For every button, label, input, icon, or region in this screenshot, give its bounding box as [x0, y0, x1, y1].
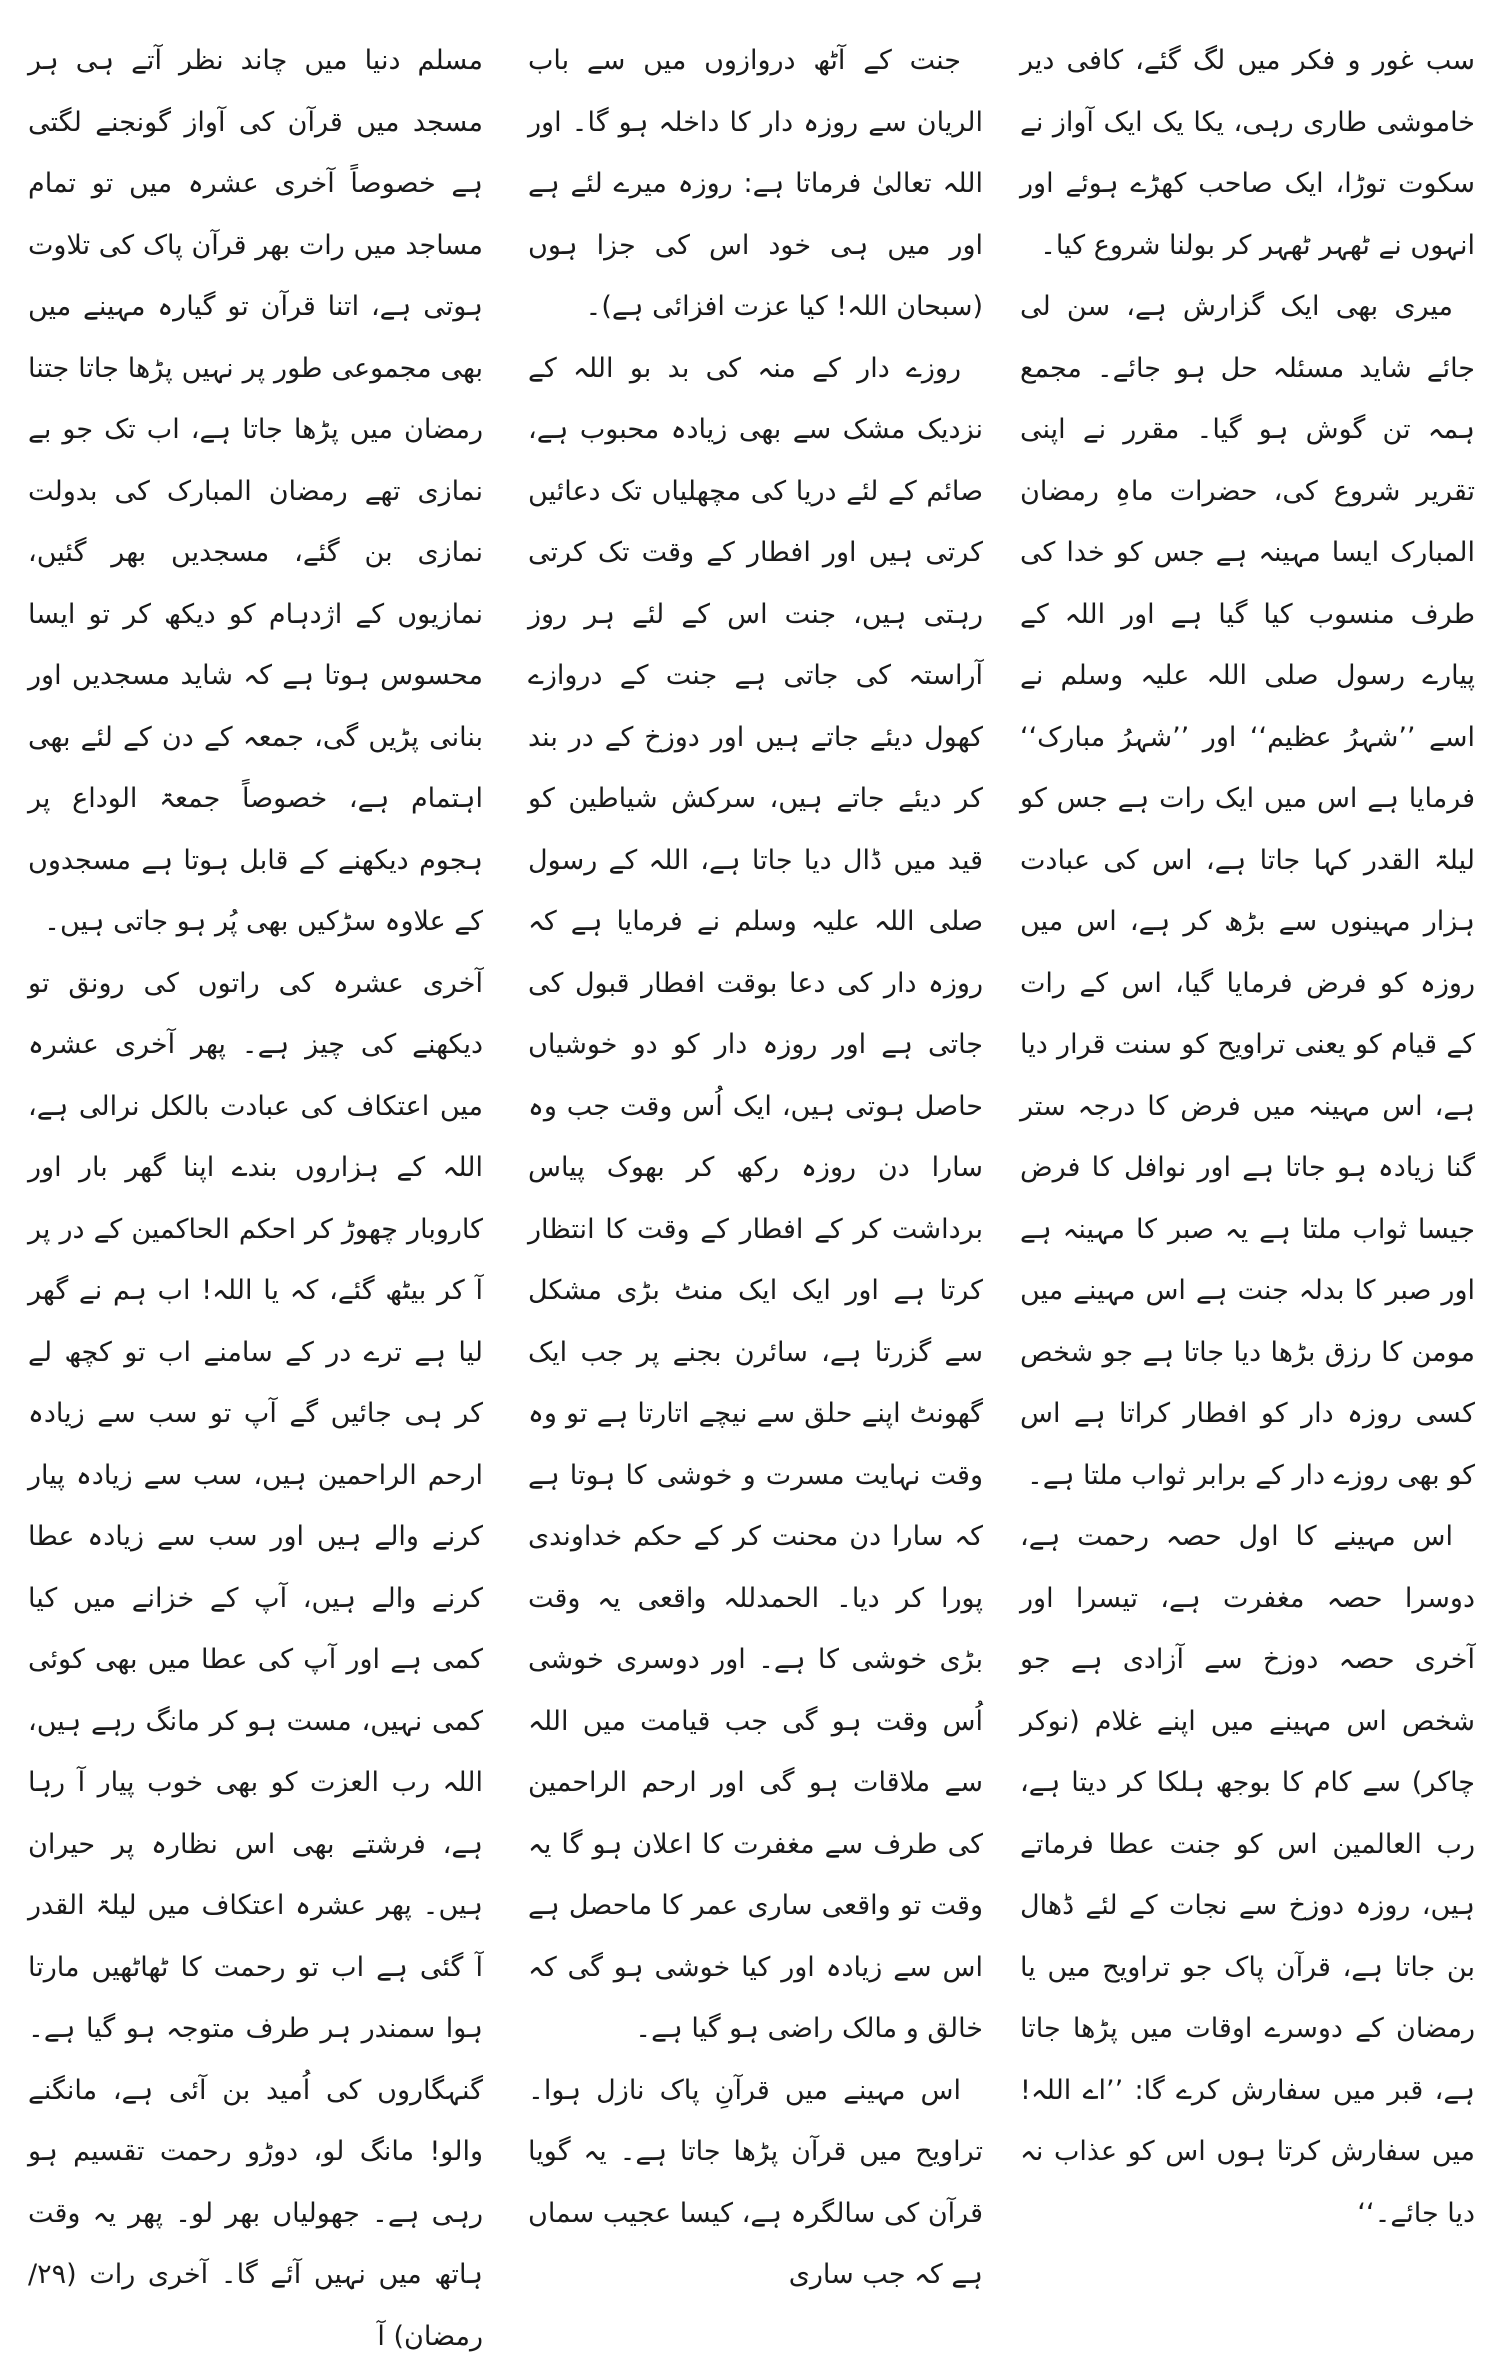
paragraph: میری بھی ایک گزارش ہے، سن لی جائے شاید مسئلہ حل ہو جائے۔ مجمع ہمہ تن گوش ہو گیا۔ مقرر نے اپنی تقریر شروع کی، حضرات ماہِ رمضان المبارک ایسا مہینہ ہے جس کو خدا کی طرف منسوب کیا گیا ہے اور اللہ کے پیارے رسول صلی اللہ علیہ وسلم نے اسے ’’شہرُ عظیم‘‘ اور ’’شہرُ مبارک‘‘ فرمایا ہے اس میں ایک رات ہے جس کو لیلۃ القدر کہا جاتا ہے، اس کی عبادت ہزار مہینوں سے بڑھ کر ہے، اس میں روزہ کو فرض فرمایا گیا، اس کے رات کے قیام کو یعنی تراویح کو سنت قرار دیا ہے، اس مہینہ میں فرض کا درجہ ستر گنا زیادہ ہو جاتا ہے اور نوافل کا فرض جیسا ثواب ملتا ہے یہ صبر کا مہینہ ہے اور صبر کا بدلہ جنت ہے اس مہینے میں مومن کا رزق بڑھا دیا جاتا ہے جو شخص کسی روزہ دار کو افطار کراتا ہے اس کو بھی روزے دار کے برابر ثواب ملتا ہے۔ — [1020, 276, 1475, 1506]
paragraph: مسلم دنیا میں چاند نظر آتے ہی ہر مسجد میں قرآن کی آواز گونجنے لگتی ہے خصوصاً آخری عشرہ میں تو تمام مساجد میں رات بھر قرآن پاک کی تلاوت ہوتی ہے، اتنا قرآن تو گیارہ مہینے میں بھی مجموعی طور پر نہیں پڑھا جاتا جتنا رمضان میں پڑھا جاتا ہے، اب تک جو بے نمازی تھے رمضان المبارک کی بدولت نمازی بن گئے، مسجدیں بھر گئیں، نمازیوں کے اژدہام کو دیکھ کر تو ایسا محسوس ہوتا ہے کہ شاید مسجدیں اور بنانی پڑیں گی، جمعہ کے دن کے لئے بھی اہتمام ہے، خصوصاً جمعۃ الوداع پر ہجوم دیکھنے کے قابل ہوتا ہے مسجدوں کے علاوہ سڑکیں بھی پُر ہو جاتی ہیں۔ — [28, 30, 483, 953]
paragraph: اس مہینے میں قرآنِ پاک نازل ہوا۔ تراویح میں قرآن پڑھا جاتا ہے۔ یہ گویا قرآن کی سالگرہ ہے، کیسا عجیب سماں ہے کہ جب ساری — [528, 2060, 983, 2306]
column-right — [1020, 30, 1475, 2180]
paragraph: آخری عشرہ کی راتوں کی رونق تو دیکھنے کی چیز ہے۔ پھر آخری عشرہ میں اعتکاف کی عبادت بالکل نرالی ہے، اللہ کے ہزاروں بندے اپنا گھر بار اور کاروبار چھوڑ کر احکم الحاکمین کے در پر آ کر بیٹھ گئے، کہ یا اللہ! اب ہم نے گھر لیا ہے ترے در کے سامنے اب تو کچھ لے کر ہی جائیں گے آپ تو سب سے زیادہ ارحم الراحمین ہیں، سب سے زیادہ پیار کرنے والے ہیں اور سب سے زیادہ عطا کرنے والے ہیں، آپ کے خزانے میں کیا کمی ہے اور آپ کی عطا میں بھی کوئی کمی نہیں، مست ہو کر مانگ رہے ہیں، اللہ رب العزت کو بھی خوب پیار آ رہا ہے، فرشتے بھی اس نظارہ پر حیران ہیں۔ پھر عشرہ اعتکاف میں لیلۃ القدر آ گئی ہے اب تو رحمت کا ٹھاٹھیں مارتا ہوا سمندر ہر طرف متوجہ ہو گیا ہے۔ گنہگاروں کی اُمید بن آئی ہے، مانگنے والو! مانگ لو، دوڑو رحمت تقسیم ہو رہی ہے۔ جھولیاں بھر لو۔ پھر یہ وقت ہاتھ میں نہیں آئے گا۔ آخری رات (۲۹/رمضان) آ — [28, 953, 483, 2367]
paragraph: روزے دار کے منہ کی بد بو اللہ کے نزدیک مشک سے بھی زیادہ محبوب ہے، صائم کے لئے دریا کی مچھلیاں تک دعائیں کرتی ہیں اور افطار کے وقت تک کرتی رہتی ہیں، جنت اس کے لئے ہر روز آراستہ کی جاتی ہے جنت کے دروازے کھول دیئے جاتے ہیں اور دوزخ کے در بند کر دیئے جاتے ہیں، سرکش شیاطین کو قید میں ڈال دیا جاتا ہے، اللہ کے رسول صلی اللہ علیہ وسلم نے فرمایا ہے کہ روزہ دار کی دعا بوقت افطار قبول کی جاتی ہے اور روزہ دار کو دو خوشیاں حاصل ہوتی ہیں، ایک اُس وقت جب وہ سارا دن روزہ رکھ کر بھوک پیاس برداشت کر کے افطار کے وقت کا انتظار کرتا ہے اور ایک ایک منٹ بڑی مشکل سے گزرتا ہے، سائرن بجنے پر جب ایک گھونٹ اپنے حلق سے نیچے اتارتا ہے تو وہ وقت نہایت مسرت و خوشی کا ہوتا ہے کہ سارا دن محنت کر کے حکم خداوندی پورا کر دیا۔ الحمدللہ واقعی یہ وقت بڑی خوشی کا ہے۔ اور دوسری خوشی اُس وقت ہو گی جب قیامت میں اللہ سے ملاقات ہو گی اور ارحم الراحمین کی طرف سے مغفرت کا اعلان ہو گا یہ وقت تو واقعی ساری عمر کا ماحصل ہے اس سے زیادہ اور کیا خوشی ہو گی کہ خالق و مالک راضی ہو گیا ہے۔ — [528, 338, 983, 2060]
column-left — [28, 30, 483, 2180]
paragraph: جنت کے آٹھ دروازوں میں سے باب الریان سے روزہ دار کا داخلہ ہو گا۔ اور اللہ تعالیٰ فرماتا ہے: روزہ میرے لئے ہے اور میں ہی خود اس کی جزا ہوں (سبحان اللہ! کیا عزت افزائی ہے)۔ — [528, 30, 983, 338]
paragraph: اس مہینے کا اول حصہ رحمت ہے، دوسرا حصہ مغفرت ہے، تیسرا اور آخری حصہ دوزخ سے آزادی ہے جو شخص اس مہینے میں اپنے غلام (نوکر چاکر) سے کام کا بوجھ ہلکا کر دیتا ہے، رب العالمین اس کو جنت عطا فرماتے ہیں، روزہ دوزخ سے نجات کے لئے ڈھال بن جاتا ہے، قرآن پاک جو تراویح میں یا رمضان کے دوسرے اوقات میں پڑھا جاتا ہے، قبر میں سفارش کرے گا: ’’اے اللہ! میں سفارش کرتا ہوں اس کو عذاب نہ دیا جائے۔‘‘ — [1020, 1506, 1475, 2244]
paragraph: سب غور و فکر میں لگ گئے، کافی دیر خاموشی طاری رہی، یکا یک ایک آواز نے سکوت توڑا، ایک صاحب کھڑے ہوئے اور انہوں نے ٹھہر ٹھہر کر بولنا شروع کیا۔ — [1020, 30, 1475, 276]
column-middle — [528, 30, 983, 2180]
